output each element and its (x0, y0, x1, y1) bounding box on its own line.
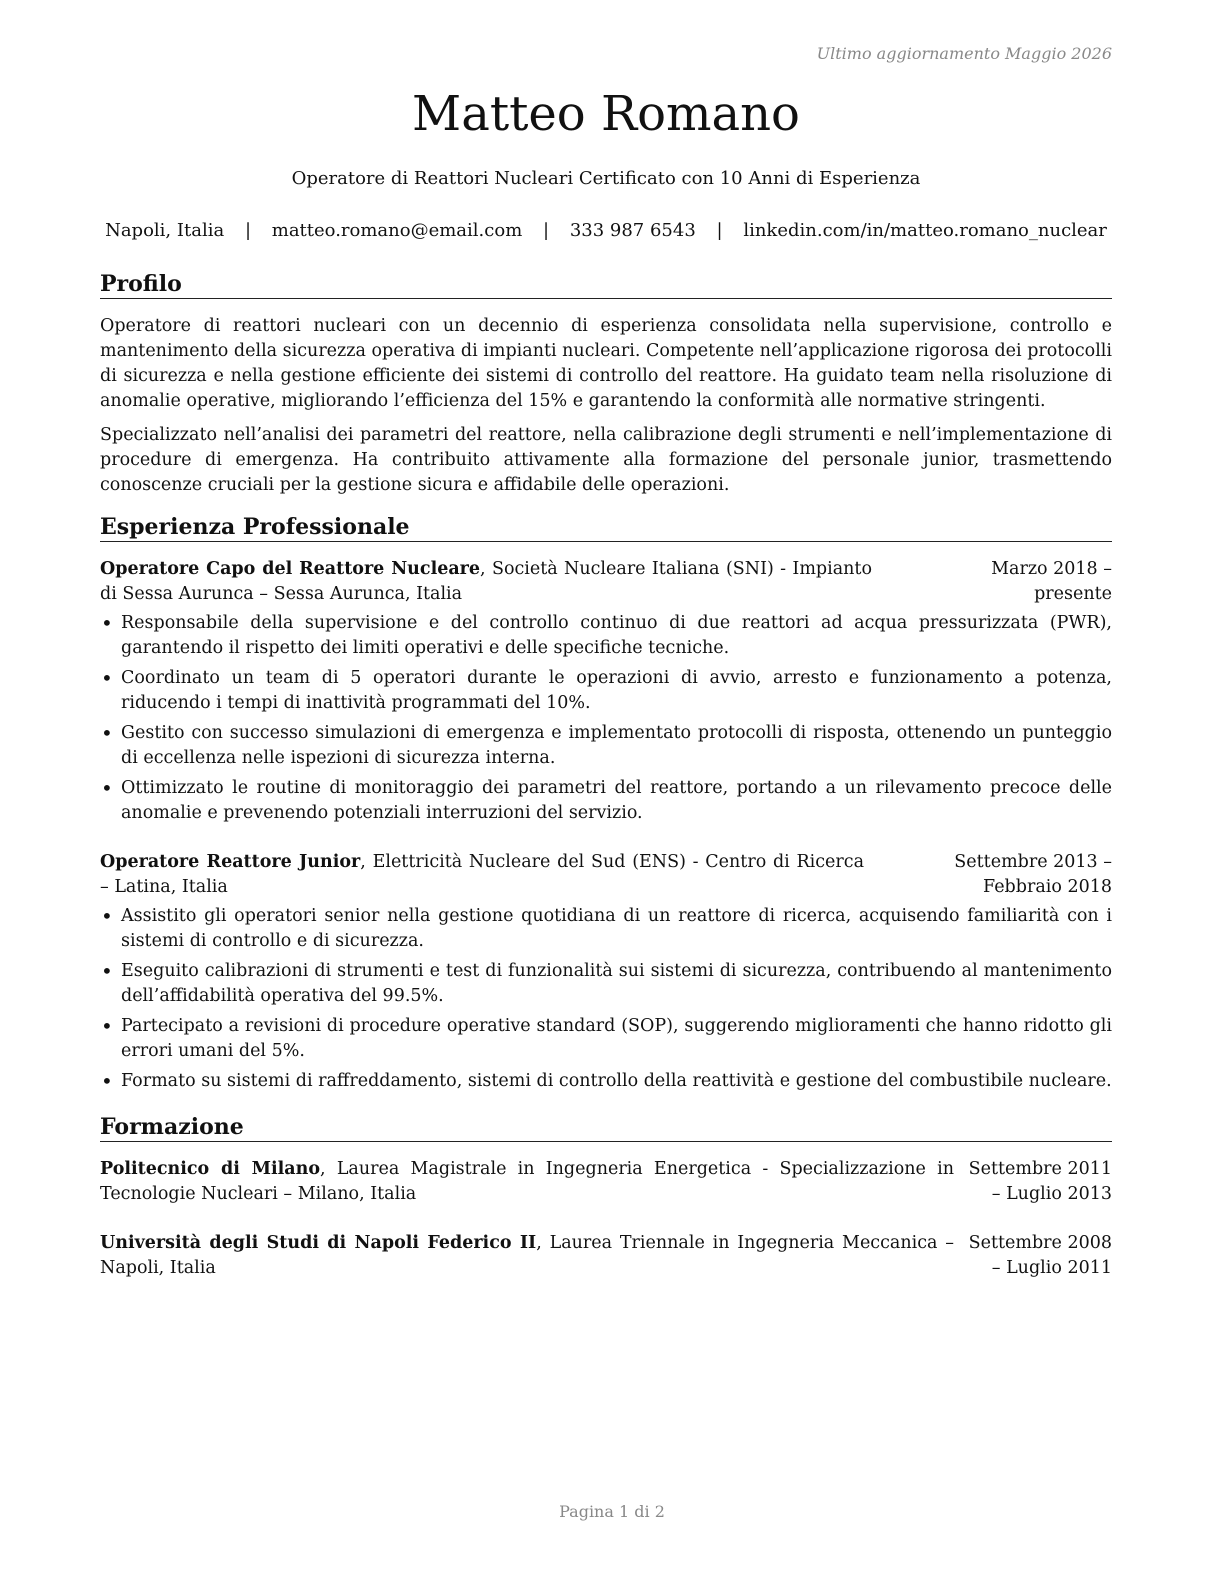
contact-separator: | (543, 220, 550, 241)
job-bullet: • Gestito con successo simulazioni di emergenza e implementato protocolli di risposta, ottenendo un punteggio di eccellenza nelle ispezioni di sicurezza interna. (121, 721, 1112, 771)
job-dates: Settembre 2013 – Febbraio 2018 (954, 852, 1112, 897)
contact-linkedin[interactable]: linkedin.com/in/matteo.romano_nuclear (743, 220, 1107, 241)
education-entry (100, 1157, 1112, 1207)
contact-separator: | (716, 220, 723, 241)
job-title: Operatore Capo del Reattore Nucleare (100, 559, 481, 579)
contact-separator: | (244, 220, 252, 241)
school-name: Politecnico di Milano (100, 1159, 321, 1179)
job-organization: , Elettricità Nucleare del Sud (ENS) - Centro di Ricerca – Latina, Italia (100, 852, 865, 897)
page-number: Pagina 1 di 2 (559, 1502, 665, 1521)
last-updated: Ultimo aggiornamento Maggio 2026 (816, 44, 1112, 63)
degree-info: , Laurea Triennale in Ingegneria Meccanica – Napoli, Italia (100, 1233, 954, 1278)
contact-email[interactable]: matteo.romano@email.com (271, 220, 523, 241)
job-bullet: • Coordinato un team di 5 operatori durante le operazioni di avvio, arresto e funzionamento a potenza, riducendo i tempi di inattività programmati del 10%. (121, 666, 1112, 716)
degree-info: , Laurea Magistrale in Ingegneria Energetica - Specializzazione in Tecnologie Nucleari – Milano, Italia (100, 1159, 955, 1204)
section-title-education: Formazione (100, 1115, 1112, 1142)
experience-entry (100, 557, 1112, 831)
job-bullet: • Eseguito calibrazioni di strumenti e test di funzionalità sui sistemi di sicurezza, contribuendo al mantenimento dell’affidabilità operativa del 99.5%. (121, 959, 1112, 1009)
section-title-profile: Profilo (100, 272, 1112, 299)
job-bullet: • Responsabile della supervisione e del controllo continuo di due reattori ad acqua pressurizzata (PWR), garantendo il rispetto dei limiti operativi e delle specifiche tecniche. (121, 611, 1112, 661)
contact-location: Napoli, Italia (105, 220, 225, 241)
contact-line (100, 220, 1112, 241)
education-dates: Settembre 2011 – Luglio 2013 (968, 1159, 1112, 1204)
education-entry (100, 1231, 1112, 1281)
section-title-experience: Esperienza Professionale (100, 515, 1112, 542)
job-dates: Marzo 2018 – presente (991, 559, 1112, 604)
school-name: Università degli Studi di Napoli Federico II (100, 1233, 537, 1253)
job-bullets (100, 904, 1112, 1094)
job-title: Operatore Reattore Junior (100, 852, 361, 872)
experience-entry (100, 850, 1112, 1099)
job-bullet: • Assistito gli operatori senior nella gestione quotidiana di un reattore di ricerca, acquisendo familiarità con i sistemi di controllo e di sicurezza. (121, 904, 1112, 954)
job-bullets (100, 611, 1112, 826)
profile-paragraph: Specializzato nell’analisi dei parametri del reattore, nella calibrazione degli strumenti e nell’implementazione di procedure di emergenza. Ha contribuito attivamente alla formazione del personale junior, trasmettendo conoscenze cruciali per la gestione sicura e affidabile delle operazioni. (100, 425, 1112, 495)
job-bullet: • Formato su sistemi di raffreddamento, sistemi di controllo della reattività e gestione del combustibile nucleare. (121, 1069, 1112, 1094)
profile-paragraph: Operatore di reattori nucleari con un decennio di esperienza consolidata nella supervisione, controllo e mantenimento della sicurezza operativa di impianti nucleari. Competente nell’applicazione rigorosa dei protocolli di sicurezza e nella gestione efficiente dei sistemi di controllo del reattore. Ha guidato team nella risoluzione di anomalie operative, migliorando l’efficienza del 15% e garantendo la conformità alle normative stringenti. (100, 316, 1112, 411)
job-bullet: • Partecipato a revisioni di procedure operative standard (SOP), suggerendo miglioramenti che hanno ridotto gli errori umani del 5%. (121, 1014, 1112, 1064)
headline: Operatore di Reattori Nucleari Certificato con 10 Anni di Esperienza (291, 168, 921, 189)
job-organization: , Società Nucleare Italiana (SNI) - Impianto di Sessa Aurunca – Sessa Aurunca, Italia (100, 559, 872, 604)
candidate-name: Matteo Romano (412, 86, 800, 142)
education-dates: Settembre 2008 – Luglio 2011 (968, 1233, 1112, 1278)
job-bullet: • Ottimizzato le routine di monitoraggio dei parametri del reattore, portando a un rilevamento precoce delle anomalie e prevenendo potenziali interruzioni del servizio. (121, 776, 1112, 826)
contact-phone: 333 987 6543 (569, 220, 696, 241)
